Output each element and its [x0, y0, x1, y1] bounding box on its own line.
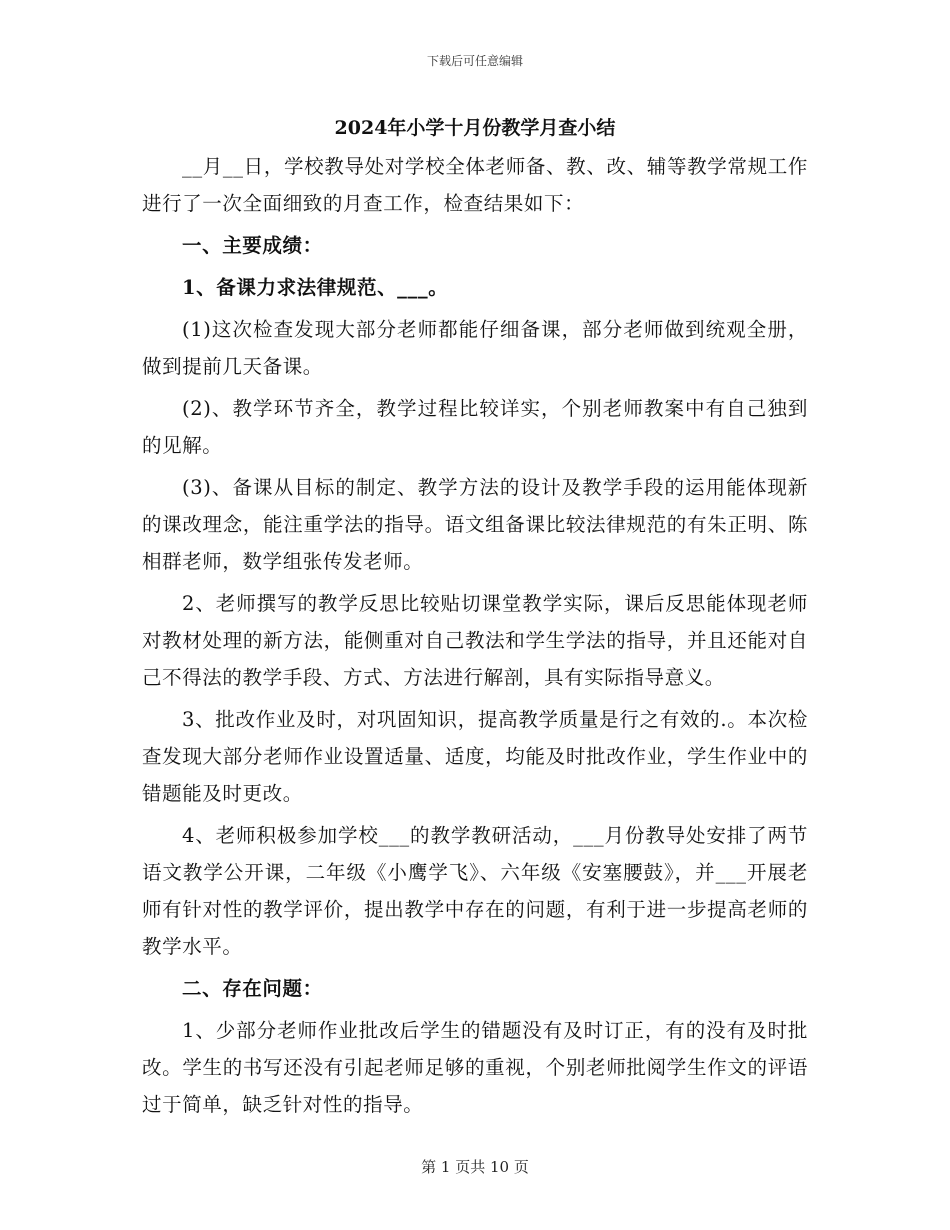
- document-body: [142, 112, 808, 1123]
- paragraph-5: 1、少部分老师作业批改后学生的错题没有及时订正，有的没有及时批改。学生的书写还没有引起老师足够的重视，个别老师批阅学生作文的评语过于简单，缺乏针对性的指导。: [142, 1019, 808, 1116]
- page-number: 第 1 页共 10 页: [421, 1158, 529, 1176]
- section-heading-problems: 二、存在问题：: [182, 977, 323, 1000]
- paragraph-2: 2、老师撰写的教学反思比较贴切课堂教学实际，课后反思能体现老师对教材处理的新方法，能侧重对自己教法和学生学法的指导，并且还能对自己不得法的教学手段、方式、方法进行解剖，具有实际指导意义。: [142, 592, 808, 689]
- header-note: 下载后可任意编辑: [426, 54, 523, 68]
- paragraph-1-1: (1)这次检查发现大部分老师都能仔细备课，部分老师做到统观全册，做到提前几天备课。: [142, 318, 808, 378]
- intro-paragraph: __月__日，学校教导处对学校全体老师备、教、改、辅等教学常规工作进行了一次全面细致的月查工作，检查结果如下：: [142, 155, 808, 215]
- paragraph-1-3: (3)、备课从目标的制定、教学方法的设计及教学手段的运用能体现新的课改理念，能注重学法的指导。语文组备课比较法律规范的有朱正明、陈相群老师，数学组张传发老师。: [142, 476, 808, 573]
- document-title: 2024年小学十月份教学月查小结: [334, 117, 616, 139]
- paragraph-3: 3、批改作业及时，对巩固知识，提高教学质量是行之有效的.。本次检查发现大部分老师作业设置适量、适度，均能及时批改作业，学生作业中的错题能及时更改。: [142, 708, 808, 805]
- paragraph-1-2: (2)、教学环节齐全，教学过程比较详实，个别老师教案中有自己独到的见解。: [142, 397, 808, 457]
- paragraph-4: 4、老师积极参加学校___的教学教研活动，___月份教导处安排了两节语文教学公开课，二年级《小鹰学飞》、六年级《安塞腰鼓》，并___开展老师有针对性的教学评价，提出教学中存在的问题，有利于进一步提高老师的教学水平。: [142, 824, 808, 958]
- section-heading-achievements: 一、主要成绩：: [182, 234, 323, 257]
- subsection-heading-lesson-prep: 1、备课力求法律规范、___。: [182, 276, 449, 299]
